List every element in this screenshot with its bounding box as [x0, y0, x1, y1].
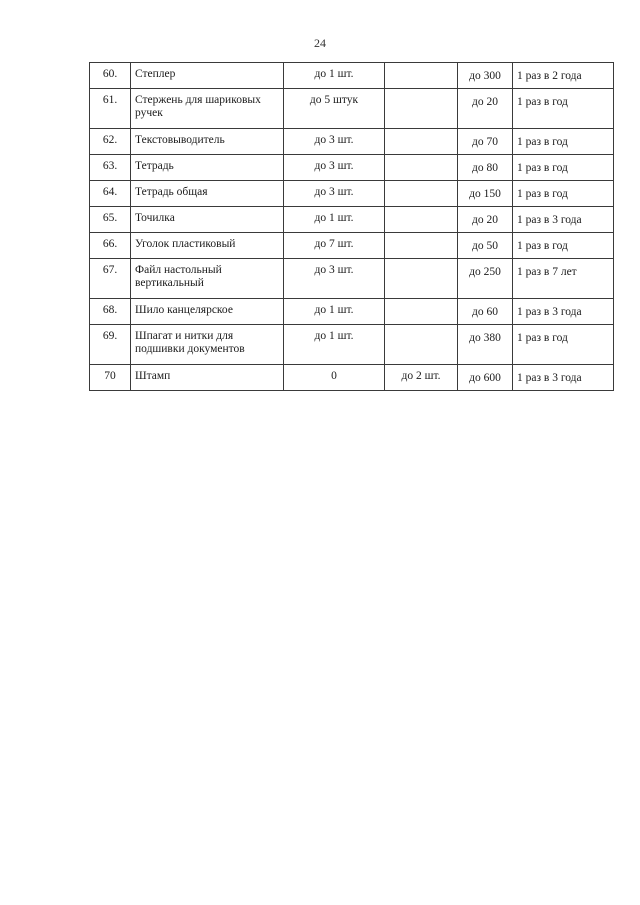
row-number-cell [90, 207, 131, 233]
price-cell [458, 233, 513, 259]
table-row [90, 129, 614, 155]
price-cell [458, 207, 513, 233]
quantity-text: до 3 шт. [314, 160, 354, 172]
item-name-cell [131, 155, 284, 181]
price-cell [458, 155, 513, 181]
period-text: 1 раз в 3 года [517, 214, 582, 226]
extra-quantity-cell [385, 299, 458, 325]
item-name-cell [131, 365, 284, 391]
period-text: 1 раз в 3 года [517, 306, 582, 318]
price-text: до 20 [472, 214, 498, 226]
item-name-text: Тетрадь [135, 160, 174, 172]
price-text: до 80 [472, 162, 498, 174]
price-cell [458, 325, 513, 365]
extra-quantity-cell [385, 181, 458, 207]
price-text: до 50 [472, 240, 498, 252]
quantity-cell [284, 155, 385, 181]
extra-quantity-cell [385, 325, 458, 365]
table-row [90, 155, 614, 181]
price-text: до 300 [469, 70, 501, 82]
row-number-text: 66. [102, 238, 118, 250]
row-number-cell [90, 325, 131, 365]
item-name-text: Точилка [135, 212, 175, 224]
quantity-text: до 7 шт. [314, 238, 354, 250]
quantity-text: до 3 шт. [314, 186, 354, 198]
supplies-table [89, 62, 614, 391]
period-cell [513, 233, 614, 259]
period-text: 1 раз в год [517, 188, 568, 200]
price-cell [458, 259, 513, 299]
price-cell [458, 129, 513, 155]
row-number-cell [90, 259, 131, 299]
price-text: до 250 [469, 266, 501, 278]
item-name-text: Шпагат и нитки для подшивки документов [135, 330, 245, 355]
item-name-text: Шило канцелярское [135, 304, 233, 316]
quantity-text: до 1 шт. [314, 212, 354, 224]
period-cell [513, 63, 614, 89]
item-name-text: Тетрадь общая [135, 186, 208, 198]
quantity-cell [284, 89, 385, 129]
quantity-text: до 3 шт. [314, 134, 354, 146]
extra-quantity-cell [385, 129, 458, 155]
quantity-cell [284, 365, 385, 391]
extra-quantity-cell [385, 155, 458, 181]
row-number-cell [90, 89, 131, 129]
table-row [90, 259, 614, 299]
price-text: до 600 [469, 372, 501, 384]
price-cell [458, 181, 513, 207]
quantity-text: до 1 шт. [314, 68, 354, 80]
item-name-cell [131, 129, 284, 155]
row-number-cell [90, 181, 131, 207]
quantity-cell [284, 129, 385, 155]
row-number-cell [90, 299, 131, 325]
row-number-text: 64. [102, 186, 118, 198]
table-row [90, 181, 614, 207]
row-number-text: 60. [102, 68, 118, 80]
row-number-cell [90, 155, 131, 181]
row-number-cell [90, 129, 131, 155]
period-text: 1 раз в год [517, 240, 568, 252]
price-cell [458, 63, 513, 89]
page-number: 24 [314, 36, 326, 50]
period-text: 1 раз в 7 лет [517, 266, 577, 278]
row-number-text: 67. [102, 264, 118, 276]
quantity-text: до 1 шт. [314, 304, 354, 316]
quantity-cell [284, 63, 385, 89]
price-text: до 60 [472, 306, 498, 318]
period-text: 1 раз в год [517, 136, 568, 148]
period-cell [513, 207, 614, 233]
table-body [90, 63, 614, 391]
period-text: 1 раз в год [517, 332, 568, 344]
row-number-text: 70 [104, 370, 116, 382]
extra-quantity-cell [385, 207, 458, 233]
period-text: 1 раз в год [517, 162, 568, 174]
table-row [90, 299, 614, 325]
extra-quantity-cell [385, 89, 458, 129]
item-name-cell [131, 207, 284, 233]
table-row [90, 233, 614, 259]
row-number-cell [90, 365, 131, 391]
item-name-cell [131, 325, 284, 365]
period-cell [513, 299, 614, 325]
item-name-text: Текстовыводитель [135, 134, 225, 146]
quantity-cell [284, 325, 385, 365]
item-name-cell [131, 259, 284, 299]
price-cell [458, 89, 513, 129]
row-number-text: 61. [102, 94, 118, 106]
quantity-cell [284, 207, 385, 233]
price-cell [458, 365, 513, 391]
table-row [90, 365, 614, 391]
extra-quantity-cell [385, 365, 458, 391]
period-cell [513, 325, 614, 365]
table-row [90, 89, 614, 129]
price-text: до 70 [472, 136, 498, 148]
table-row [90, 63, 614, 89]
row-number-text: 65. [102, 212, 118, 224]
period-cell [513, 129, 614, 155]
item-name-cell [131, 63, 284, 89]
period-cell [513, 155, 614, 181]
row-number-text: 63. [102, 160, 118, 172]
quantity-cell [284, 181, 385, 207]
quantity-cell [284, 259, 385, 299]
period-cell [513, 89, 614, 129]
row-number-cell [90, 233, 131, 259]
item-name-text: Степлер [135, 68, 176, 80]
item-name-text: Уголок пластиковый [135, 238, 236, 250]
item-name-cell [131, 233, 284, 259]
period-cell [513, 259, 614, 299]
quantity-text: до 3 шт. [314, 264, 354, 276]
row-number-cell [90, 63, 131, 89]
quantity-text: 0 [331, 370, 337, 382]
extra-quantity-cell [385, 63, 458, 89]
row-number-text: 69. [102, 330, 118, 342]
quantity-cell [284, 299, 385, 325]
price-text: до 150 [469, 188, 501, 200]
period-cell [513, 365, 614, 391]
table-row [90, 325, 614, 365]
extra-quantity-cell [385, 259, 458, 299]
price-text: до 20 [472, 96, 498, 108]
table-row [90, 207, 614, 233]
quantity-text: до 1 шт. [314, 330, 354, 342]
row-number-text: 62. [102, 134, 118, 146]
item-name-text: Файл настольный вертикальный [135, 264, 222, 289]
item-name-text: Стержень для шариковых ручек [135, 94, 261, 119]
extra-quantity-cell [385, 233, 458, 259]
period-text: 1 раз в 3 года [517, 372, 582, 384]
period-text: 1 раз в 2 года [517, 70, 582, 82]
quantity-text: до 5 штук [309, 94, 359, 106]
item-name-text: Штамп [135, 370, 171, 382]
item-name-cell [131, 89, 284, 129]
extra-quantity-text: до 2 шт. [401, 370, 441, 382]
item-name-cell [131, 299, 284, 325]
row-number-text: 68. [102, 304, 118, 316]
period-text: 1 раз в год [517, 96, 568, 108]
item-name-cell [131, 181, 284, 207]
quantity-cell [284, 233, 385, 259]
price-text: до 380 [469, 332, 501, 344]
period-cell [513, 181, 614, 207]
price-cell [458, 299, 513, 325]
